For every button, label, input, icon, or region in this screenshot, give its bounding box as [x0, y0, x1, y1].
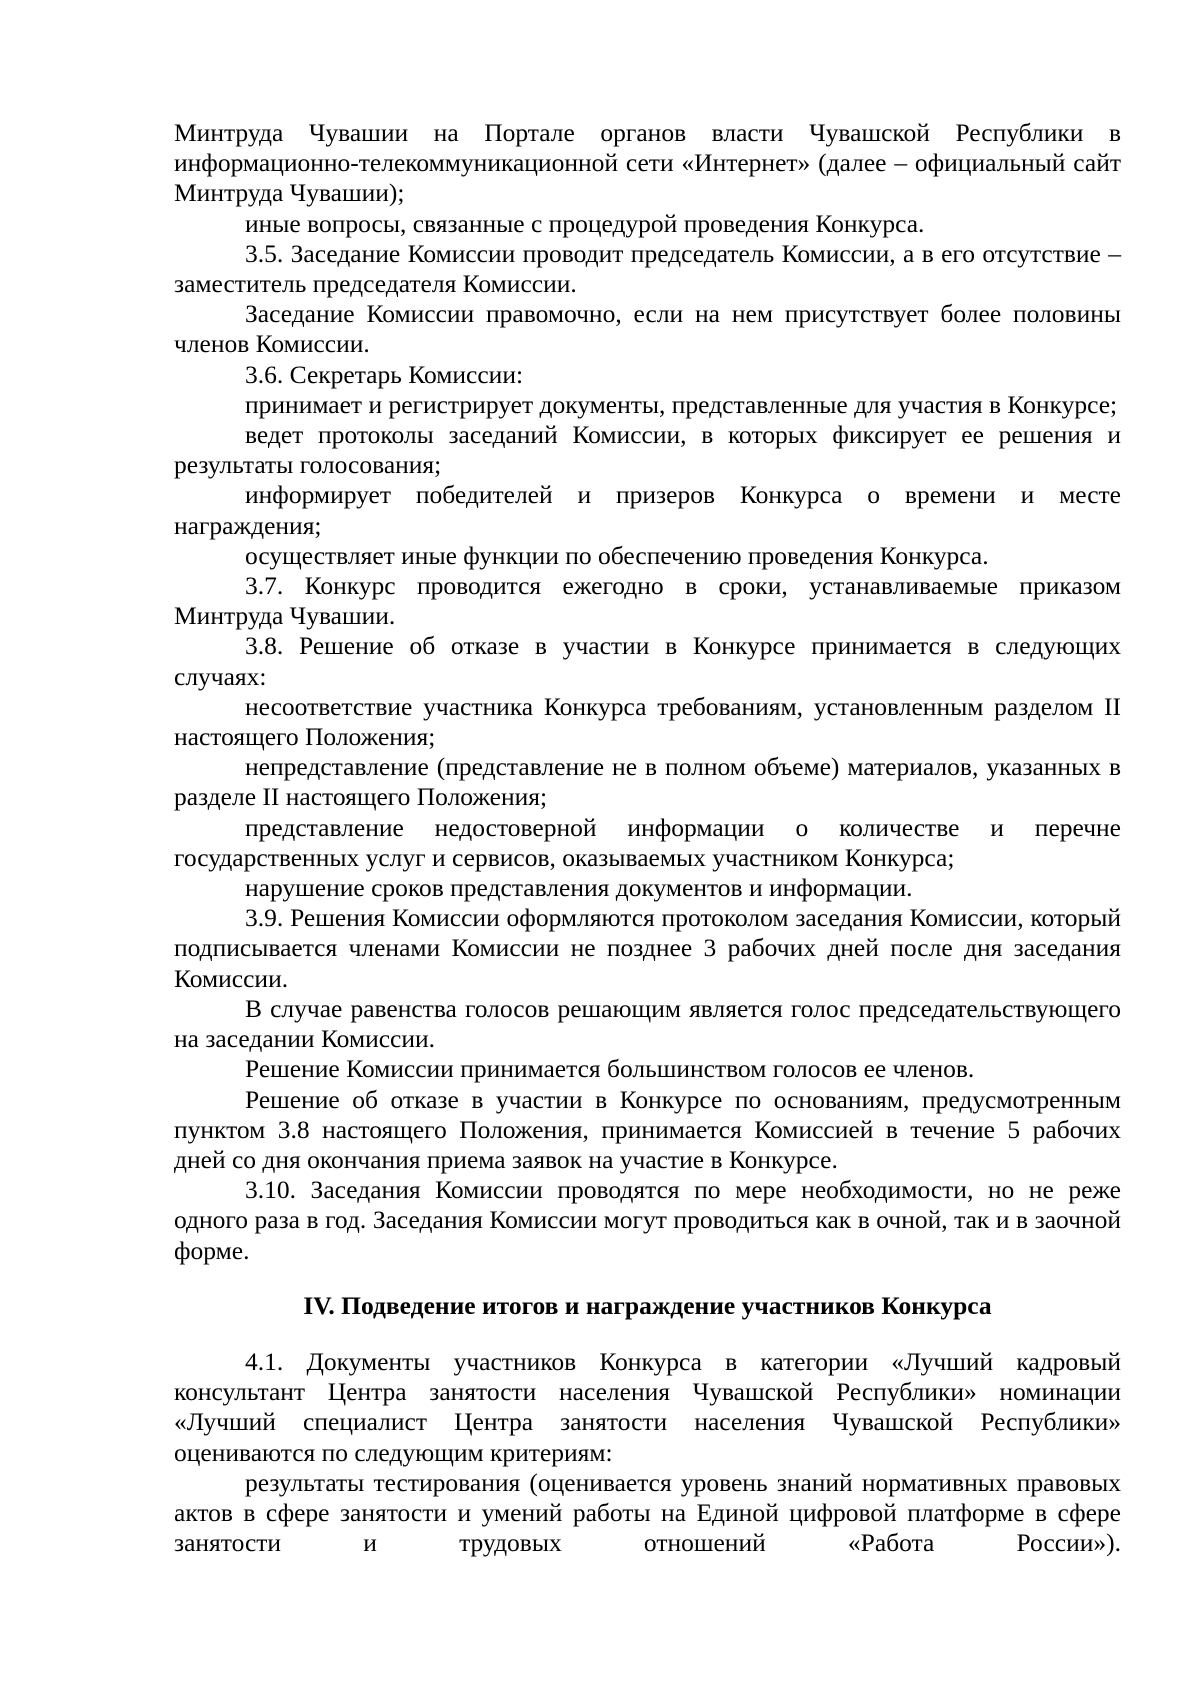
paragraph-4-1: 4.1. Документы участников Конкурса в категории «Лучший кадровый консультант Центра занятости населения Чувашской Республики» номинации «Лучший специалист Центра занятости населения Чувашской Республики» оцениваются по следующим критериям:	[174, 1346, 1121, 1467]
paragraph-3-6: 3.6. Секретарь Комиссии:	[245, 359, 524, 389]
paragraph-refusal-term: Решение об отказе в участии в Конкурсе по основаниям, предусмотренным пунктом 3.8 настоящего Положения, принимается Комиссией в течение 5 рабочих дней со дня окончания приема заявок на участие в Конкурсе.	[174, 1084, 1121, 1174]
document-page	[174, 118, 1121, 1558]
paragraph-secretary-registers: принимает и регистрирует документы, представленные для участия в Конкурсе;	[245, 389, 1118, 419]
paragraph-quorum: Заседание Комиссии правомочно, если на нем присутствует более половины членов Комиссии.	[174, 299, 1121, 359]
section-heading: IV. Подведение итогов и награждение участников Конкурса	[303, 1290, 992, 1320]
paragraph-other-issues: иные вопросы, связанные с процедурой проведения Конкурса.	[245, 208, 925, 238]
paragraph-secretary-protocols: ведет протоколы заседаний Комиссии, в которых фиксирует ее решения и результаты голосования;	[174, 420, 1121, 480]
paragraph-tie-vote: В случае равенства голосов решающим является голос председательствующего на заседании Комиссии.	[174, 993, 1121, 1054]
paragraph-secretary-other: осуществляет иные функции по обеспечению проведения Конкурса.	[245, 540, 989, 570]
paragraph-3-9: 3.9. Решения Комиссии оформляются протоколом заседания Комиссии, который подписывается членами Комиссии не позднее 3 рабочих дней после дня заседания Комиссии.	[174, 903, 1121, 993]
paragraph-secretary-informs: информирует победителей и призеров Конкурса о времени и месте награждения;	[174, 480, 1121, 540]
paragraph-majority: Решение Комиссии принимается большинством голосов ее членов.	[245, 1054, 975, 1084]
paragraph-noncompliance: несоответствие участника Конкурса требованиям, установленным разделом II настоящего Положения;	[174, 691, 1121, 752]
paragraph-3-5: 3.5. Заседание Комиссии проводит председатель Комиссии, а в его отсутствие – заместитель председателя Комиссии.	[174, 238, 1121, 299]
paragraph-3-7: 3.7. Конкурс проводится ежегодно в сроки, устанавливаемые приказом Минтруда Чувашии.	[174, 571, 1121, 631]
paragraph-deadline-violation: нарушение сроков представления документов и информации.	[245, 873, 913, 903]
paragraph-false-info: представление недостоверной информации о количестве и перечне государственных услуг и сервисов, оказываемых участником Конкурса;	[174, 812, 1121, 872]
paragraph-3-10: 3.10. Заседания Комиссии проводятся по мере необходимости, но не реже одного раза в год. Заседания Комиссии могут проводиться как в очной, так и в заочной форме.	[174, 1175, 1121, 1265]
paragraph-nonsubmission: непредставление (представление не в полном объеме) материалов, указанных в разделе II настоящего Положения;	[174, 752, 1121, 812]
paragraph-continuation: Минтруда Чувашии на Портале органов власти Чувашской Республики в информационно-телекоммуникационной сети «Интернет» (далее – официальный сайт Минтруда Чувашии);	[174, 118, 1121, 208]
paragraph-3-8: 3.8. Решение об отказе в участии в Конкурсе принимается в следующих случаях:	[174, 631, 1121, 691]
paragraph-testing-results: результаты тестирования (оценивается уровень знаний нормативных правовых актов в сфере занятости и умений работы на Единой цифровой платформе в сфере занятости и трудовых отношений «Работа России»).	[174, 1467, 1121, 1558]
